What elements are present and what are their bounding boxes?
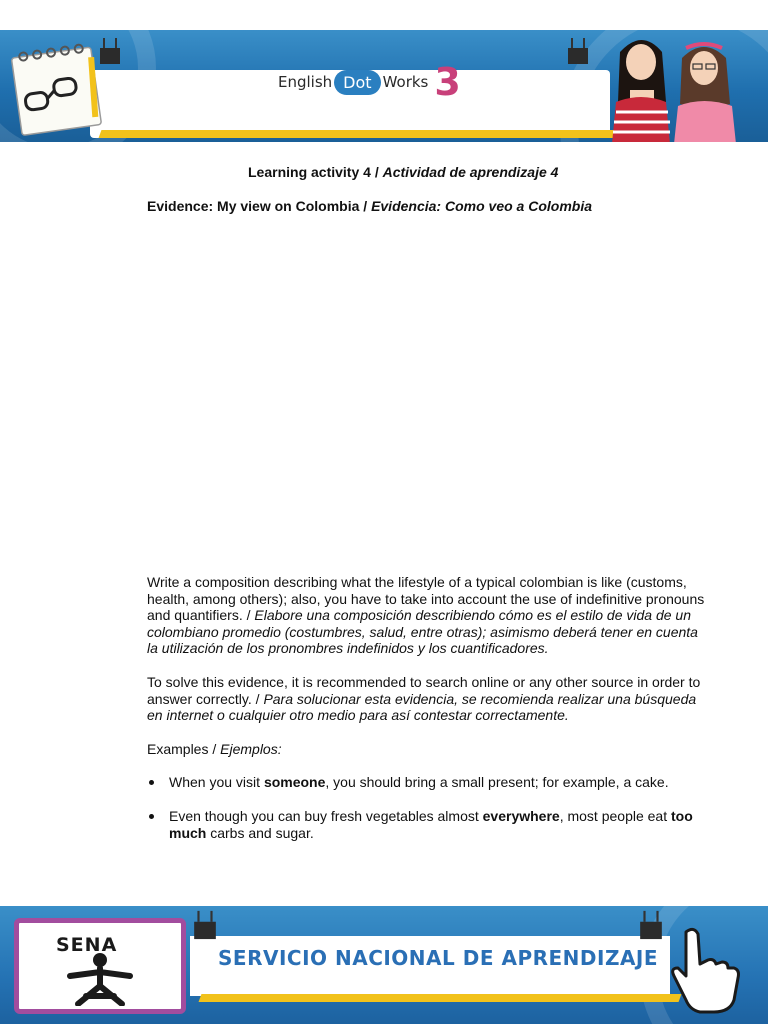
logo-number: 3 <box>434 60 461 104</box>
document-body <box>147 574 707 858</box>
example-text: carbs and sugar. <box>206 824 314 841</box>
binder-clip-icon <box>98 36 122 66</box>
sena-emblem-icon <box>50 950 150 1006</box>
recommendation-paragraph <box>147 674 707 724</box>
logo-word-english: English <box>278 73 333 91</box>
examples-label-english: Examples / <box>147 740 217 757</box>
logo-word-works: Works <box>382 73 429 91</box>
recommendation-spanish: Para solucionar esta evidencia, se recomienda realizar una búsqueda en internet o cualquier otro medio para así contestar correctamente. <box>147 690 697 724</box>
instructions-english: Write a composition describing what the lifestyle of a typical colombian is like (customs, health, among others); also, you have to take into account the use of indefinitive pronouns and quantifiers. / <box>147 574 705 624</box>
example-text: , most people eat <box>559 807 671 824</box>
hand-cursor-icon <box>664 924 744 1016</box>
notepad-glasses-icon <box>4 36 112 140</box>
recommendation-english: To solve this evidence, it is recommended to search online or any other source in order to answer correctly. / <box>147 673 701 707</box>
binder-clip-icon <box>638 908 664 942</box>
example-keyword: too much <box>169 807 693 841</box>
binder-clip-icon <box>192 908 218 942</box>
subtitle-english: Evidence: My view on Colombia / <box>147 198 368 214</box>
binder-clip-icon <box>566 36 590 66</box>
evidence-title <box>147 198 592 214</box>
examples-label <box>147 741 707 758</box>
instructions-spanish: Elabore una composición describiendo cómo es el estilo de vida de un colombiano promedio (costumbres, salud, entre otras); asimismo deberá tener en cuenta la utilización de los pronombres indefinidos y los cuantificadores. <box>147 607 698 657</box>
title-spanish: Actividad de aprendizaje 4 <box>382 164 559 180</box>
list-item <box>147 808 707 841</box>
subtitle-spanish: Evidencia: Como veo a Colombia <box>371 198 592 214</box>
example-text: , you should bring a small present; for example, a cake. <box>325 774 669 791</box>
examples-label-spanish: Ejemplos: <box>220 740 282 757</box>
example-keyword: everywhere <box>482 807 560 824</box>
examples-list <box>147 774 707 841</box>
english-dot-works-logo <box>278 62 461 102</box>
list-item <box>147 774 707 791</box>
example-keyword: someone <box>263 774 326 791</box>
logo-word-dot: Dot <box>334 70 380 95</box>
example-text: Even though you can buy fresh vegetables almost <box>169 807 483 824</box>
page-title <box>248 164 558 180</box>
sena-logo-text: SENA <box>56 934 118 956</box>
header-yellow-bar <box>99 130 622 138</box>
sena-tagline: SERVICIO NACIONAL DE APRENDIZAJE <box>218 946 659 970</box>
example-text: When you visit <box>169 774 264 791</box>
title-english: Learning activity 4 / <box>248 164 379 180</box>
students-illustration <box>600 32 750 142</box>
header-banner <box>0 30 768 142</box>
instructions-paragraph <box>147 574 707 657</box>
footer-yellow-bar <box>199 994 682 1002</box>
